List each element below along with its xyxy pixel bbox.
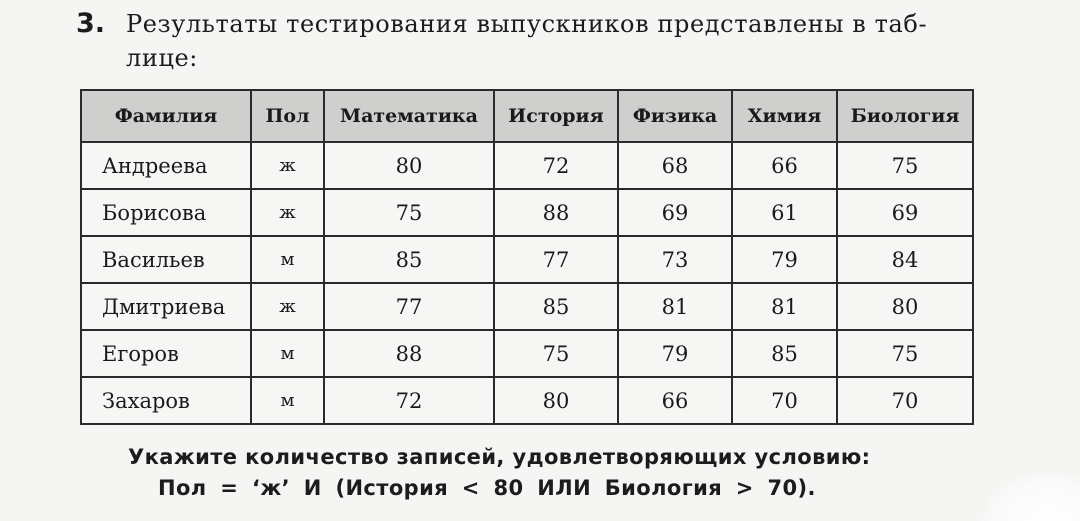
cell-physics: 66 xyxy=(618,377,732,424)
cell-math: 77 xyxy=(324,283,494,330)
cell-history: 75 xyxy=(494,330,618,377)
cell-biology: 75 xyxy=(837,330,973,377)
table-row xyxy=(81,189,973,236)
cell-chemistry: 85 xyxy=(732,330,837,377)
problem-number: 3. xyxy=(76,8,106,39)
task-condition: Пол = ‘ж’ И (История < 80 ИЛИ Биология > 70). xyxy=(158,476,816,500)
cell-biology: 70 xyxy=(837,377,973,424)
header-physics: Физика xyxy=(618,90,732,142)
cell-sex: ж xyxy=(251,142,324,189)
header-chemistry: Химия xyxy=(732,90,837,142)
cell-surname: Борисова xyxy=(81,189,251,236)
cell-physics: 69 xyxy=(618,189,732,236)
problem-intro-line-1: Результаты тестирования выпускников представлены в таб- xyxy=(126,10,928,38)
table-row xyxy=(81,330,973,377)
cell-history: 80 xyxy=(494,377,618,424)
cell-math: 88 xyxy=(324,330,494,377)
cell-surname: Дмитриева xyxy=(81,283,251,330)
cell-physics: 68 xyxy=(618,142,732,189)
table-row xyxy=(81,377,973,424)
table-row xyxy=(81,236,973,283)
cell-surname: Егоров xyxy=(81,330,251,377)
cell-sex: м xyxy=(251,330,324,377)
cell-sex: ж xyxy=(251,189,324,236)
cell-math: 75 xyxy=(324,189,494,236)
cell-physics: 79 xyxy=(618,330,732,377)
table-row xyxy=(81,142,973,189)
cell-physics: 73 xyxy=(618,236,732,283)
cell-sex: м xyxy=(251,236,324,283)
header-surname: Фамилия xyxy=(81,90,251,142)
cell-surname: Васильев xyxy=(81,236,251,283)
cell-sex: ж xyxy=(251,283,324,330)
cell-chemistry: 81 xyxy=(732,283,837,330)
cell-history: 72 xyxy=(494,142,618,189)
page-corner-glare xyxy=(980,471,1080,521)
cell-history: 77 xyxy=(494,236,618,283)
cell-biology: 84 xyxy=(837,236,973,283)
cell-history: 85 xyxy=(494,283,618,330)
cell-sex: м xyxy=(251,377,324,424)
task-instruction: Укажите количество записей, удовлетворяющих условию: xyxy=(128,445,871,469)
cell-history: 88 xyxy=(494,189,618,236)
cell-chemistry: 79 xyxy=(732,236,837,283)
cell-chemistry: 61 xyxy=(732,189,837,236)
header-biology: Биология xyxy=(837,90,973,142)
cell-math: 85 xyxy=(324,236,494,283)
cell-biology: 75 xyxy=(837,142,973,189)
header-math: Математика xyxy=(324,90,494,142)
header-history: История xyxy=(494,90,618,142)
results-table xyxy=(80,89,974,425)
table-header-row xyxy=(81,90,973,142)
cell-surname: Захаров xyxy=(81,377,251,424)
cell-physics: 81 xyxy=(618,283,732,330)
cell-chemistry: 66 xyxy=(732,142,837,189)
cell-chemistry: 70 xyxy=(732,377,837,424)
cell-biology: 69 xyxy=(837,189,973,236)
cell-biology: 80 xyxy=(837,283,973,330)
table-row xyxy=(81,283,973,330)
problem-intro-line-2: лице: xyxy=(126,44,198,72)
cell-surname: Андреева xyxy=(81,142,251,189)
cell-math: 72 xyxy=(324,377,494,424)
header-sex: Пол xyxy=(251,90,324,142)
cell-math: 80 xyxy=(324,142,494,189)
